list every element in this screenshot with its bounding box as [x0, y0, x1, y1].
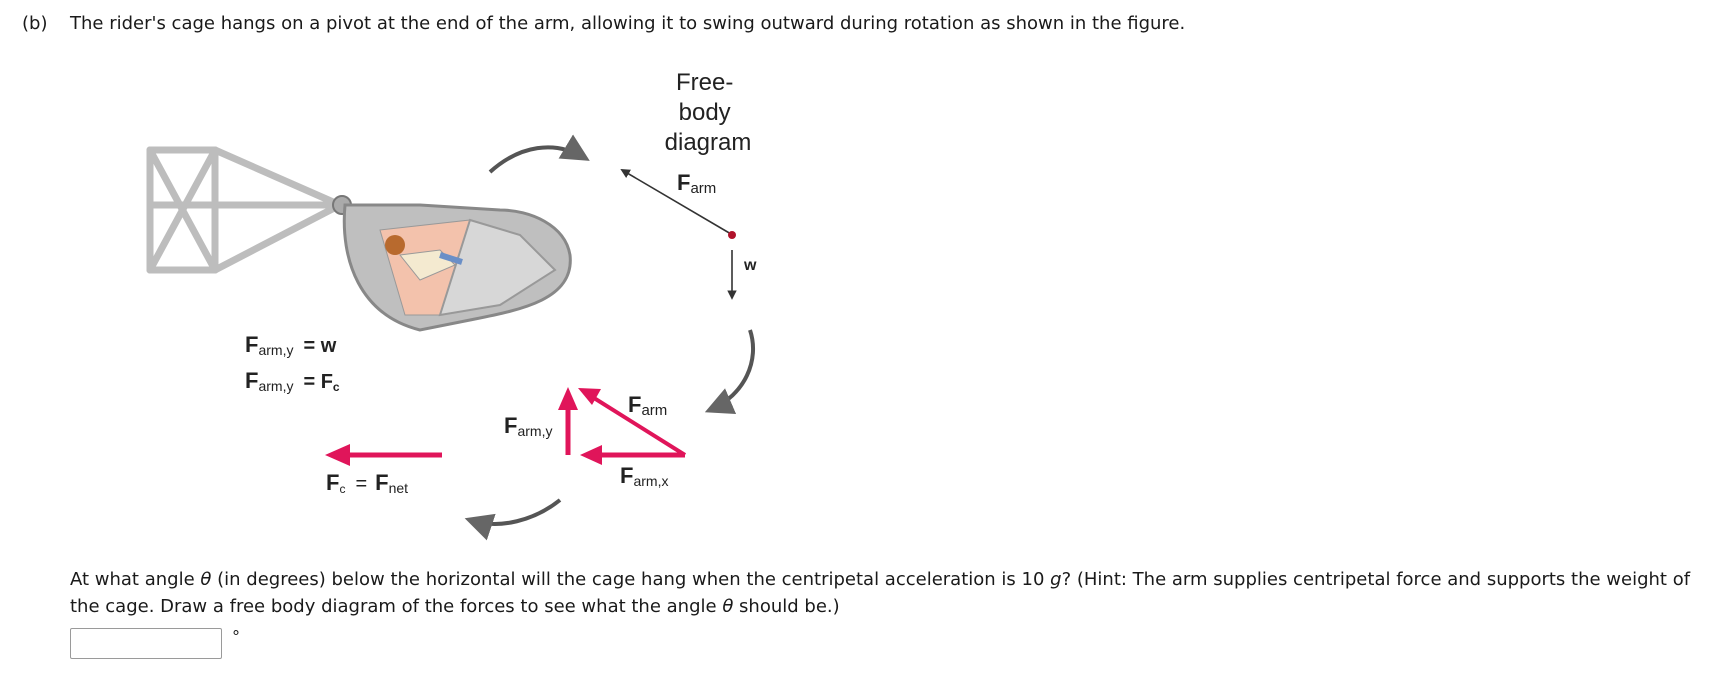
arm-frame — [150, 150, 340, 270]
problem-intro: The rider's cage hangs on a pivot at the end of the arm, allowing it to swing outward during rotation as shown in the figure. — [70, 13, 1186, 34]
degree-unit: ° — [232, 627, 240, 646]
eq-arm-y-w: Farm,y = w — [245, 332, 337, 358]
force-triangle — [558, 387, 685, 465]
fbd-title-line3: diagram — [664, 129, 752, 156]
part-label: (b) — [22, 13, 48, 34]
rotation-arrow-top — [490, 147, 585, 172]
triangle-army-label: Farm,y — [504, 413, 553, 439]
triangle-farm-label: Farm — [628, 392, 668, 419]
eq-arm-y-fc: Farm,y = Fc — [245, 368, 340, 394]
question-text: At what angle θ (in degrees) below the horizontal will the cage hang when the centripetal acceleration is 10 g? (Hint: The arm supplies centripetal force and supports the weight of the cage. Draw a free body diagram of the forces to see what the angle θ should be.) — [70, 569, 1691, 617]
fc-fnet-label: Fc = Fnet — [326, 470, 409, 496]
svg-text:Free- body diagram — [665, 69, 752, 156]
cage — [344, 205, 570, 330]
fbd-title-line1: Free- — [675, 69, 734, 96]
fbd-mass-dot — [728, 231, 736, 239]
fbd-w-label: w — [744, 257, 757, 274]
rotation-arrow-bottom — [470, 500, 560, 524]
fbd-title-line2: body — [678, 99, 731, 126]
answer-input[interactable] — [70, 628, 222, 659]
fbd-farm-label: Farm — [677, 170, 717, 197]
rotation-arrow-right — [710, 330, 753, 410]
triangle-armx-label: Farm,x — [620, 463, 669, 489]
